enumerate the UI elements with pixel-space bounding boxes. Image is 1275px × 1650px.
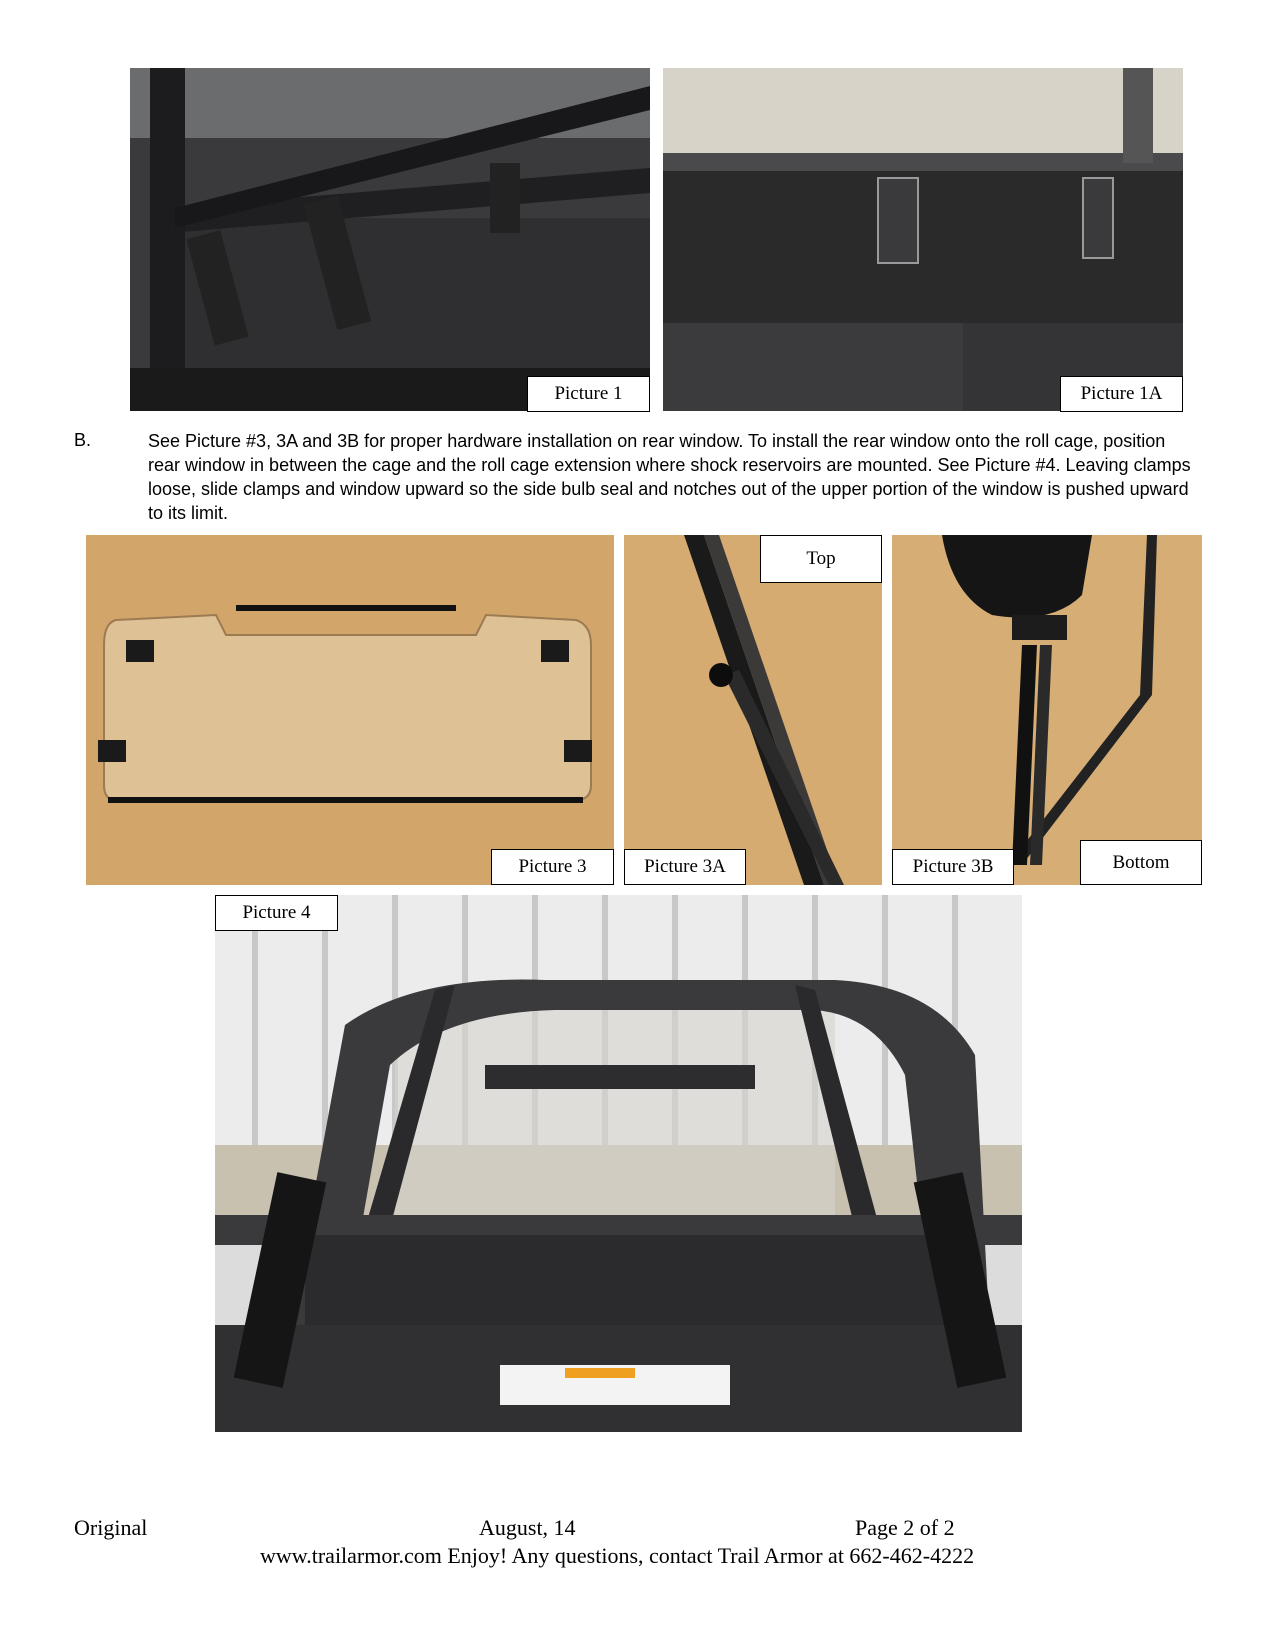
footer-revision: Original: [74, 1515, 148, 1540]
picture-3-label: Picture 3: [491, 849, 614, 885]
picture-1a-label: Picture 1A: [1060, 376, 1183, 412]
picture-3a-photo: [624, 535, 882, 885]
step-letter: B.: [74, 430, 92, 450]
footer-date: August, 14: [479, 1515, 576, 1540]
picture-4-label: Picture 4: [215, 895, 338, 931]
top-label: Top: [760, 535, 882, 583]
picture-4-photo: [215, 895, 1022, 1432]
footer-contact: www.trailarmor.com Enjoy! Any questions, contact Trail Armor at 662-462-4222: [260, 1543, 975, 1568]
picture-1a-photo: [663, 68, 1183, 411]
picture-3b-photo: [892, 535, 1202, 885]
bottom-label: Bottom: [1080, 840, 1202, 885]
picture-3a-label: Picture 3A: [624, 849, 746, 885]
picture-1-photo: [130, 68, 650, 411]
footer-page-number: Page 2 of 2: [855, 1515, 955, 1540]
picture-3-photo: [86, 535, 614, 885]
step-instructions: See Picture #3, 3A and 3B for proper hardware installation on rear window. To install the rear window onto the roll cage, position rear window in between the cage and the roll cage extension where shock reservoirs are mounted. See Picture #4. Leaving clamps loose, slide clamps and window upward so the side bulb seal and notches out of the upper portion of the window is pushed upward to its limit.: [148, 431, 1191, 523]
picture-1-label: Picture 1: [527, 376, 650, 412]
picture-3b-label: Picture 3B: [892, 849, 1014, 885]
